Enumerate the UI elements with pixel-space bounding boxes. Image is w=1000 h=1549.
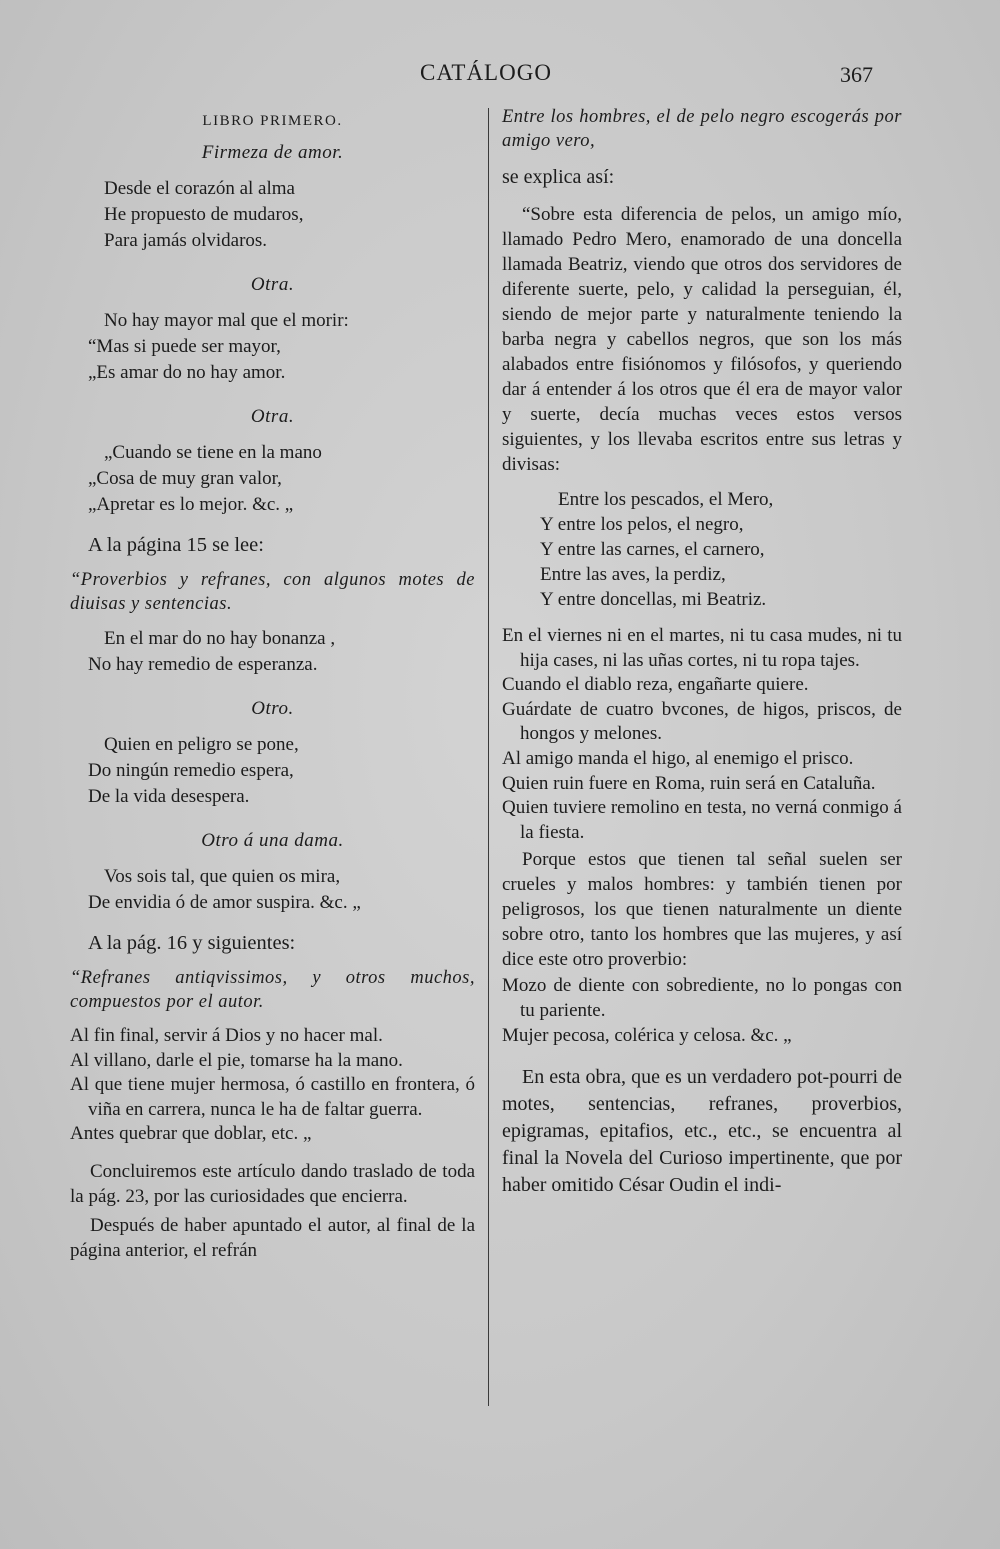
refran-item: En el viernes ni en el martes, ni tu casa mudes, ni tu hija cases, ni las uñas cortes, ni tu ropa tajes.	[502, 625, 902, 671]
running-title: CATÁLOGO	[420, 60, 552, 85]
refran-item: Al que tiene mujer hermosa, ó castillo en frontera, ó viña en carrera, nunca le ha de faltar guerra.	[70, 1074, 475, 1120]
paragraph-concluiremos: Concluiremos este artículo dando traslado de toda la pág. 23, por las curiosidades que encierra.	[70, 1160, 475, 1207]
verse-line: No hay mayor mal que el morir:	[104, 310, 349, 331]
entre-hombres-quote: Entre los hombres, el de pelo negro escogerás por amigo vero,	[502, 107, 902, 151]
poem-firmeza	[70, 176, 475, 254]
poem-title-otra-1: Otra.	[250, 274, 295, 295]
paragraph-sobre: “Sobre esta diferencia de pelos, un amigo mío, llamado Pedro Mero, enamorado de una doncella llamada Beatriz, viendo que otros dos servidores de diferente suerte, pelo, y calidad la perseguian, él, siendo de mejor parte y naturalmente teniendo la barba negra y cabellos negros, que son los más alabados entre fisiónomos y filósofos, y queriendo dar á entender á los otros que él era de mayor valor y suerte, decía muchas veces estos versos siguientes, y los llevaba escritos entre sus letras y divisas:	[502, 204, 902, 475]
verse-line: „Es amar do no hay amor.	[88, 362, 286, 383]
verse-line: No hay remedio de esperanza.	[88, 654, 318, 675]
poem-title-otro-dama: Otro á una dama.	[201, 830, 344, 851]
verse-line: Para jamás olvidaros.	[104, 230, 268, 251]
running-head	[0, 60, 1000, 94]
page-15-note: A la página 15 se lee:	[88, 534, 264, 556]
poem-title-otro: Otro.	[251, 698, 294, 719]
refran-item: Cuando el diablo reza, engañarte quiere.	[502, 674, 809, 696]
verse-line: De envidia ó de amor suspira. &c. „	[88, 892, 361, 913]
poem-otra-2	[70, 440, 475, 518]
verse-line: „Apretar es lo mejor. &c. „	[88, 494, 294, 515]
page-number: 367	[840, 62, 873, 87]
verse-line: Do ningún remedio espera,	[88, 760, 294, 781]
verse-line: Y entre las carnes, el carnero,	[540, 539, 765, 560]
verse-line: He propuesto de mudaros,	[104, 204, 304, 225]
poem-dama	[70, 864, 475, 916]
verse-line: De la vida desespera.	[88, 786, 250, 807]
column-divider	[488, 108, 489, 1406]
paragraph-despues: Después de haber apuntado el autor, al final de la página anterior, el refrán	[70, 1214, 475, 1261]
left-column	[70, 105, 475, 1267]
verse-line: Desde el corazón al alma	[104, 178, 295, 199]
verse-line: “Mas si puede ser mayor,	[88, 336, 281, 357]
refranes-list-right	[502, 624, 902, 845]
refran-item: Mujer pecosa, colérica y celosa. &c. „	[502, 1024, 792, 1046]
refranes-list-left	[70, 1024, 475, 1147]
refran-item: Mozo de diente con sobrediente, no lo pongas con tu pariente.	[502, 975, 902, 1021]
refranes-title: “Refranes antiqvissimos, y otros muchos, compuestos por el autor.	[70, 968, 475, 1012]
paragraph-porque: Porque estos que tienen tal señal suelen ser crueles y malos hombres: y también tienen por peligrosos, los que tienen naturalmente un diente sobre otro, tanto los hombres que las mujeres, y así dice este otro proverbio:	[502, 849, 902, 971]
verse-line: „Cosa de muy gran valor,	[88, 468, 282, 489]
refran-item: Quien tuviere remolino en testa, no verná conmigo á la fiesta.	[502, 797, 902, 843]
refran-item: Al villano, darle el pie, tomarse ha la mano.	[70, 1049, 403, 1071]
paragraph-en-esta-obra: En esta obra, que es un verdadero pot-pourri de motes, sentencias, refranes, proverbios, epigramas, epitafios, etc., etc., se encuentra al final la Novela del Curioso impertinente, que por haber omitido César Oudin el indi-	[502, 1066, 902, 1197]
verse-line: Entre las aves, la perdiz,	[540, 564, 726, 585]
refran-item: Al fin final, servir á Dios y no hacer mal.	[70, 1025, 383, 1046]
poem-pescados	[502, 487, 902, 612]
refranes-list-right-2	[502, 974, 902, 1048]
verse-line: Y entre los pelos, el negro,	[540, 514, 744, 535]
poem-otra-1	[70, 308, 475, 386]
se-explica: se explica así:	[502, 166, 615, 188]
page-16-note: A la pág. 16 y siguientes:	[88, 932, 296, 954]
poem-title-otra-2: Otra.	[250, 406, 295, 427]
verse-line: Quien en peligro se pone,	[104, 734, 299, 755]
poem-mar	[70, 626, 475, 678]
right-column	[502, 105, 902, 1203]
poem-title-firmeza: Firmeza de amor.	[201, 142, 344, 163]
refran-item: Quien ruin fuere en Roma, ruin será en Cataluña.	[502, 772, 876, 794]
verse-line: En el mar do no hay bonanza ,	[104, 628, 336, 649]
poem-otro	[70, 732, 475, 810]
refran-item: Al amigo manda el higo, al enemigo el prisco.	[502, 747, 854, 769]
verse-line: Entre los pescados, el Mero,	[558, 489, 774, 510]
refran-item: Guárdate de cuatro bvcones, de higos, priscos, de hongos y melones.	[502, 698, 902, 745]
verse-line: „Cuando se tiene en la mano	[104, 442, 322, 463]
verse-line: Vos sois tal, que quien os mira,	[104, 866, 341, 887]
section-heading: LIBRO PRIMERO.	[202, 113, 343, 129]
verse-line: Y entre doncellas, mi Beatriz.	[540, 589, 767, 610]
refran-item: Antes quebrar que doblar, etc. „	[70, 1123, 312, 1145]
proverbios-title: “Proverbios y refranes, con algunos motes de diuisas y sentencias.	[70, 570, 475, 614]
